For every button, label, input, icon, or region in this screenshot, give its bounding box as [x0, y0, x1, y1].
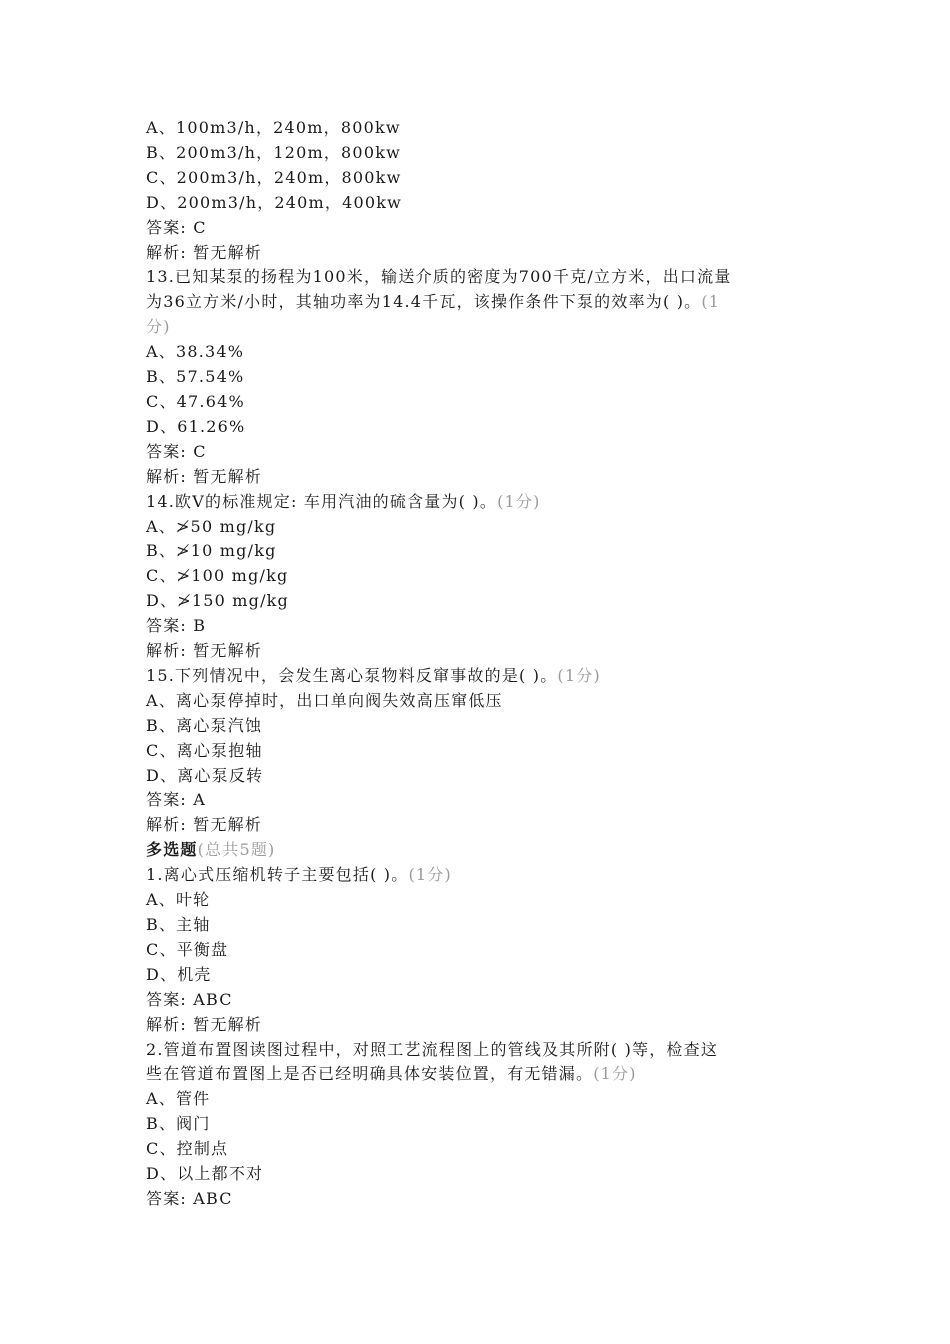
option-b: B、200m3/h，120m，800kw: [146, 142, 401, 162]
answer: 答案: ABC: [146, 1188, 233, 1208]
option-a: A、管件: [146, 1089, 211, 1109]
option-c: C、平衡盘: [146, 939, 229, 959]
answer: 答案: ABC: [146, 989, 233, 1009]
analysis: 解析: 暂无解析: [146, 1014, 263, 1034]
option-b: B、57.54%: [146, 367, 245, 387]
option-b: B、阀门: [146, 1114, 211, 1134]
question-13-text-line1: 13.已知某泵的扬程为100米，输送介质的密度为700千克/立方米，出口流量: [146, 267, 732, 287]
analysis: 解析: 暂无解析: [146, 815, 263, 835]
option-c: C、离心泵抱轴: [146, 740, 263, 760]
multi-question-1-text: 1.离心式压缩机转子主要包括( )。(1分): [146, 865, 452, 885]
question-score: (1分): [408, 865, 452, 885]
question-14-text: 14.欧Ⅴ的标准规定: 车用汽油的硫含量为( )。(1分): [146, 491, 541, 511]
option-d: D、≯150 mg/kg: [146, 591, 290, 611]
option-d: D、离心泵反转: [146, 765, 264, 785]
option-a: A、≯50 mg/kg: [146, 516, 277, 536]
option-a: A、离心泵停掉时，出口单向阀失效高压窜低压: [146, 690, 503, 710]
option-c: C、200m3/h，240m，800kw: [146, 167, 402, 187]
multi-question-2-text-line2: 些在管道布置图上是否已经明确具体安装位置，有无错漏。(1分): [146, 1064, 637, 1084]
answer: 答案: A: [146, 790, 207, 810]
question-score-continued: 分): [146, 317, 171, 337]
answer: 答案: B: [146, 616, 207, 636]
question-score: (1分): [557, 665, 601, 685]
multi-question-2-text-line1: 2.管道布置图读图过程中，对照工艺流程图上的管线及其所附( )等，检查这: [146, 1039, 719, 1059]
option-a: A、38.34%: [146, 342, 245, 362]
question-list: [146, 116, 816, 1212]
analysis: 解析: 暂无解析: [146, 466, 263, 486]
question-score: (1分): [593, 1064, 637, 1084]
section-title: 多选题: [146, 840, 198, 860]
option-b: B、主轴: [146, 915, 211, 934]
section-heading: [146, 838, 816, 863]
question-15-text: 15.下列情况中，会发生离心泵物料反窜事故的是( )。(1分): [146, 665, 601, 685]
analysis: 解析: 暂无解析: [146, 641, 263, 661]
option-a: A、叶轮: [146, 890, 211, 910]
option-b: B、≯10 mg/kg: [146, 541, 277, 561]
option-d: D、机壳: [146, 964, 212, 984]
question-score: (1: [701, 292, 721, 312]
option-d: D、200m3/h，240m，400kw: [146, 192, 403, 212]
option-a: A、100m3/h，240m，800kw: [146, 118, 401, 137]
option-d: D、61.26%: [146, 416, 246, 436]
option-c: C、47.64%: [146, 391, 245, 411]
option-d: D、以上都不对: [146, 1164, 264, 1184]
option-c: C、控制点: [146, 1139, 229, 1159]
section-count: (总共5题): [197, 840, 276, 860]
option-b: B、离心泵汽蚀: [146, 715, 263, 735]
question-13-text-line2: 为36立方米/小时，其轴功率为14.4千瓦，该操作条件下泵的效率为( )。(1: [146, 292, 721, 312]
answer: 答案: C: [146, 217, 207, 237]
answer: 答案: C: [146, 441, 207, 461]
analysis: 解析: 暂无解析: [146, 242, 263, 262]
option-c: C、≯100 mg/kg: [146, 566, 289, 586]
question-score: (1分): [497, 491, 541, 511]
